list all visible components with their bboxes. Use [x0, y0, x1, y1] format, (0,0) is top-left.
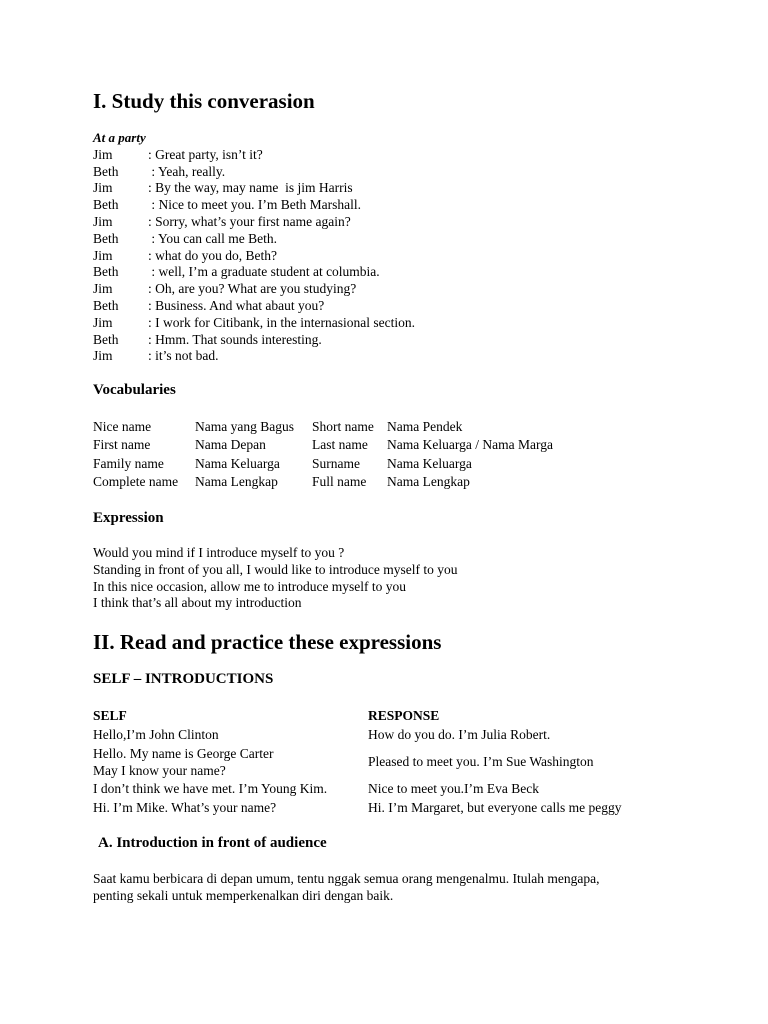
vocabularies-heading: Vocabularies	[93, 382, 176, 398]
utterance: : Oh, are you? What are you studying?	[148, 281, 357, 296]
speaker: Jim	[93, 281, 113, 296]
vocab-meaning: Nama Depan	[195, 437, 266, 452]
vocab-term: Nice name	[93, 419, 152, 434]
speaker: Jim	[93, 315, 113, 330]
expression-line: I think that’s all about my introduction	[93, 595, 302, 610]
vocab-term: Last name	[312, 437, 368, 452]
self-cell: Hello,I’m John Clinton	[93, 727, 219, 742]
expression-line: In this nice occasion, allow me to introduce myself to you	[93, 579, 407, 594]
dialogue-line	[93, 298, 324, 314]
utterance: : By the way, may name is jim Harris	[148, 180, 353, 195]
expression-heading: Expression	[93, 510, 164, 526]
self-column-header: SELF	[93, 708, 127, 723]
utterance: : it’s not bad.	[148, 348, 219, 363]
vocab-term: Short name	[312, 419, 374, 434]
vocab-term: Surname	[312, 456, 360, 471]
section-a-heading: A. Introduction in front of audience	[98, 835, 327, 851]
utterance: : Yeah, really.	[148, 164, 226, 179]
speaker: Jim	[93, 248, 113, 263]
utterance: : Hmm. That sounds interesting.	[148, 332, 322, 347]
section-1-title: I. Study this converasion	[93, 89, 315, 113]
speaker: Beth	[93, 298, 119, 313]
dialogue-line	[93, 315, 415, 331]
speaker: Beth	[93, 264, 119, 279]
speaker: Jim	[93, 147, 113, 162]
response-cell: How do you do. I’m Julia Robert.	[368, 727, 551, 742]
response-cell: Hi. I’m Margaret, but everyone calls me peggy	[368, 800, 622, 815]
utterance: : Nice to meet you. I’m Beth Marshall.	[148, 197, 361, 212]
speaker: Jim	[93, 214, 113, 229]
dialogue-line	[93, 164, 225, 180]
response-cell: Nice to meet you.I’m Eva Beck	[368, 781, 539, 796]
vocab-term: Complete name	[93, 474, 179, 489]
dialogue-line	[93, 147, 263, 163]
vocab-meaning: Nama Keluarga	[387, 456, 472, 471]
dialogue-line	[93, 264, 380, 280]
vocab-meaning: Nama Keluarga / Nama Marga	[387, 437, 553, 452]
speaker: Beth	[93, 332, 119, 347]
section-a-paragraph-line: Saat kamu berbicara di depan umum, tentu nggak semua orang mengenalmu. Itulah mengapa,	[93, 871, 600, 886]
vocab-term: Full name	[312, 474, 367, 489]
utterance: : Great party, isn’t it?	[148, 147, 263, 162]
utterance: : well, I’m a graduate student at columbia.	[148, 264, 380, 279]
section-a-paragraph-line: penting sekali untuk memperkenalkan diri dengan baik.	[93, 888, 394, 903]
self-cell: May I know your name?	[93, 763, 226, 778]
response-cell: Pleased to meet you. I’m Sue Washington	[368, 754, 594, 769]
speaker: Beth	[93, 197, 119, 212]
dialogue-line	[93, 231, 277, 247]
expression-line: Would you mind if I introduce myself to you ?	[93, 545, 345, 560]
vocab-meaning: Nama Pendek	[387, 419, 463, 434]
utterance: : I work for Citibank, in the internasional section.	[148, 315, 415, 330]
utterance: : Sorry, what’s your first name again?	[148, 214, 351, 229]
self-introductions-heading: SELF – INTRODUCTIONS	[93, 671, 274, 687]
response-column-header: RESPONSE	[368, 708, 440, 723]
vocab-meaning: Nama yang Bagus	[195, 419, 294, 434]
utterance: : Business. And what abaut you?	[148, 298, 325, 313]
self-cell: Hello. My name is George Carter	[93, 746, 274, 761]
dialogue-line	[93, 348, 219, 364]
dialogue-line	[93, 248, 277, 264]
dialogue-subtitle: At a party	[93, 130, 146, 145]
dialogue-line	[93, 197, 361, 213]
vocab-term: Family name	[93, 456, 164, 471]
speaker: Beth	[93, 231, 119, 246]
dialogue-line	[93, 332, 322, 348]
expression-line: Standing in front of you all, I would like to introduce myself to you	[93, 562, 458, 577]
dialogue-line	[93, 180, 353, 196]
dialogue-line	[93, 214, 351, 230]
self-cell: Hi. I’m Mike. What’s your name?	[93, 800, 277, 815]
utterance: : You can call me Beth.	[148, 231, 277, 246]
vocab-term: First name	[93, 437, 151, 452]
dialogue-line	[93, 281, 356, 297]
utterance: : what do you do, Beth?	[148, 248, 277, 263]
vocab-meaning: Nama Keluarga	[195, 456, 280, 471]
speaker: Jim	[93, 348, 113, 363]
section-2-title: II. Read and practice these expressions	[93, 630, 442, 654]
vocab-meaning: Nama Lengkap	[387, 474, 470, 489]
self-cell: I don’t think we have met. I’m Young Kim.	[93, 781, 328, 796]
speaker: Jim	[93, 180, 113, 195]
speaker: Beth	[93, 164, 119, 179]
vocab-meaning: Nama Lengkap	[195, 474, 278, 489]
